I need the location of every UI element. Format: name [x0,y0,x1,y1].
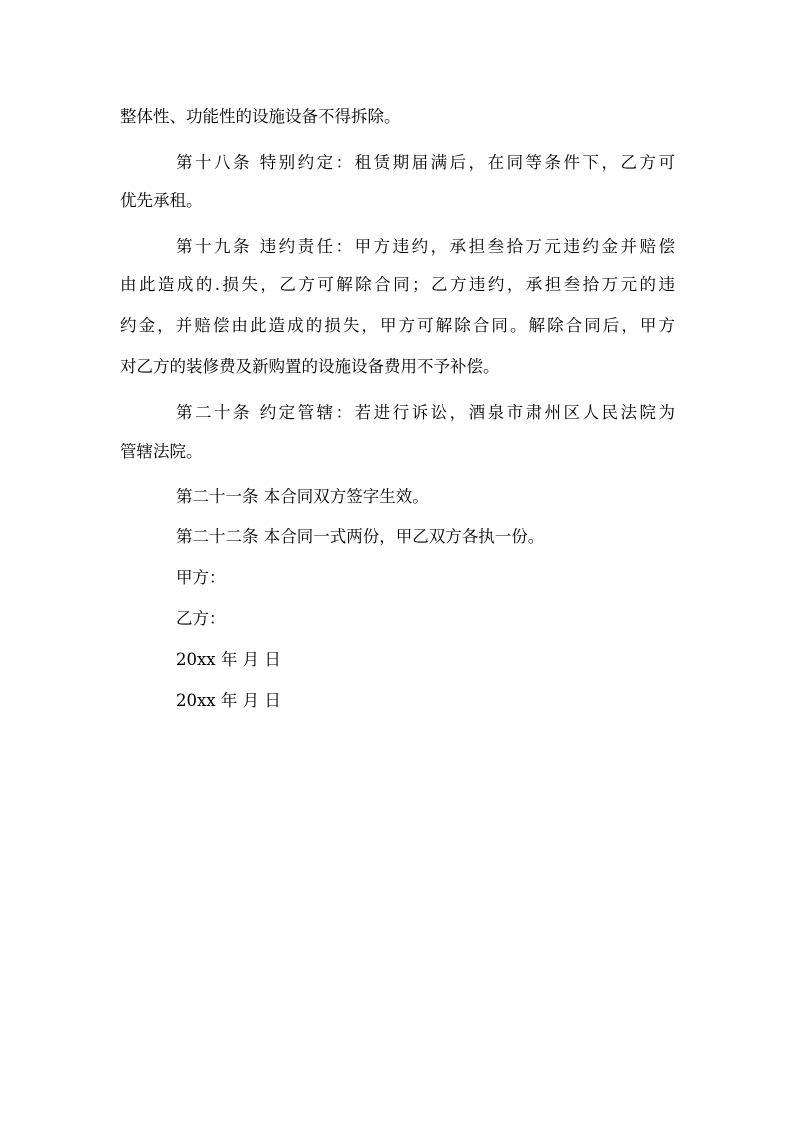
party-b-signature-label: 乙方： [176,609,226,628]
article-22-line: 第二十二条 本合同一式两份，甲乙双方各执一份。 [176,527,545,546]
article-19-line-4: 对乙方的装修费及新购置的设施设备费用不予补偿。 [120,357,500,376]
article-21-line: 第二十一条 本合同双方签字生效。 [176,487,429,506]
article-19-line-2: 由此造成的.损失，乙方可解除合同；乙方违约，承担叁拾万元的违 [120,275,675,294]
article-20-line-2: 管辖法院。 [120,442,203,461]
article-19-line-1: 第十九条 违约责任：甲方违约，承担叁拾万元违约金并赔偿 [176,237,675,256]
paragraph-line: 整体性、功能性的设施设备不得拆除。 [120,107,401,126]
article-18-line-2: 优先承租。 [120,191,203,210]
document-page [120,0,675,1123]
article-20-line-1: 第二十条 约定管辖：若进行诉讼，酒泉市肃州区人民法院为 [176,403,675,422]
date-line-2: 20xx 年 月 日 [176,691,281,710]
article-18-line-1: 第十八条 特别约定：租赁期届满后，在同等条件下，乙方可 [176,153,675,172]
article-19-line-3: 约金，并赔偿由此造成的损失，甲方可解除合同。解除合同后，甲方 [120,316,675,335]
date-line-1: 20xx 年 月 日 [176,650,281,669]
party-a-signature-label: 甲方： [176,568,226,587]
